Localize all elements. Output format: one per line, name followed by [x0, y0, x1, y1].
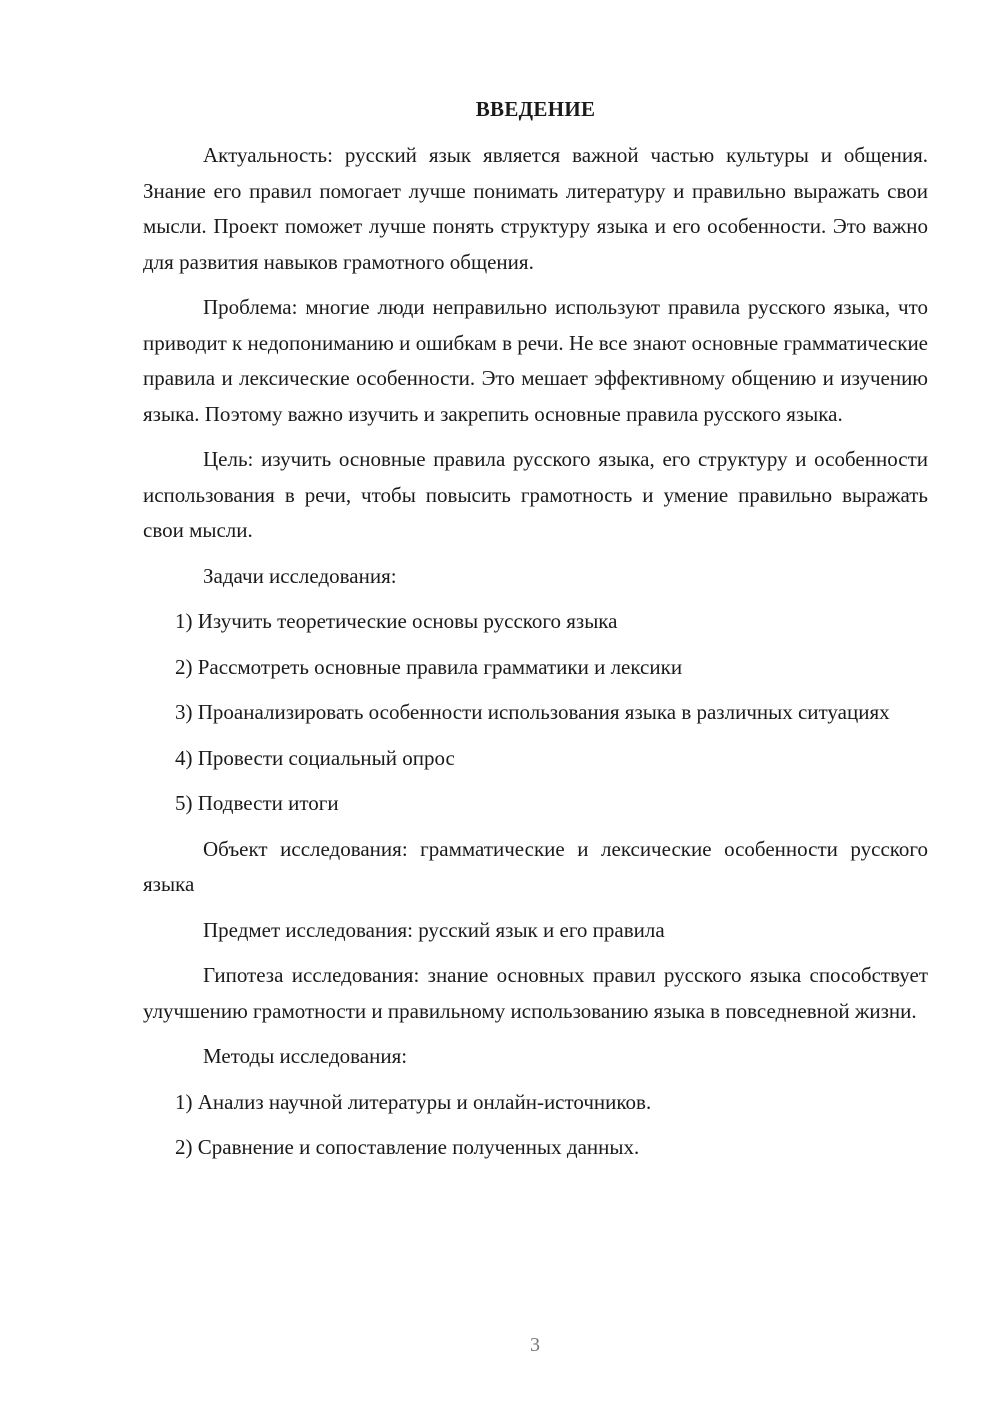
- task-item-2: 2) Рассмотреть основные правила грамматики и лексики: [175, 654, 683, 679]
- page-number: 3: [530, 1334, 540, 1356]
- paragraph-hypothesis: Гипотеза исследования: знание основных правил русского языка способствует улучшению грамотности и правильному использованию языка в повседневной жизни.: [143, 963, 928, 1023]
- paragraph-object: Объект исследования: грамматические и лексические особенности русского языка: [143, 836, 928, 896]
- task-item-4: 4) Провести социальный опрос: [175, 745, 455, 770]
- paragraph-subject: Предмет исследования: русский язык и его правила: [203, 917, 665, 942]
- tasks-heading: Задачи исследования:: [203, 563, 397, 588]
- method-item-1: 1) Анализ научной литературы и онлайн-источников.: [175, 1089, 652, 1114]
- task-item-3: 3) Проанализировать особенности использования языка в различных ситуациях: [175, 700, 890, 724]
- task-item-1: 1) Изучить теоретические основы русского языка: [175, 609, 618, 633]
- document-page: [143, 94, 928, 1176]
- paragraph-problem: Проблема: многие люди неправильно используют правила русского языка, что приводит к недопониманию и ошибкам в речи. Не все знают основные грамматические правила и лексические особенности. Это мешает эффективному общению и изучению языка. Поэтому важно изучить и закрепить основные правила русского языка.: [143, 295, 928, 426]
- paragraph-relevance: Актуальность: русский язык является важной частью культуры и общения. Знание его правил помогает лучше понимать литературу и правильно выражать свои мысли. Проект поможет лучше понять структуру языка и его особенности. Это важно для развития навыков грамотного общения.: [143, 143, 928, 274]
- methods-heading: Методы исследования:: [203, 1044, 408, 1068]
- method-item-2: 2) Сравнение и сопоставление полученных данных.: [175, 1135, 640, 1159]
- task-item-5: 5) Подвести итоги: [175, 791, 339, 815]
- section-title: ВВЕДЕНИЕ: [475, 97, 596, 121]
- paragraph-goal: Цель: изучить основные правила русского языка, его структуру и особенности использования в речи, чтобы повысить грамотность и умение правильно выражать свои мысли.: [143, 447, 928, 542]
